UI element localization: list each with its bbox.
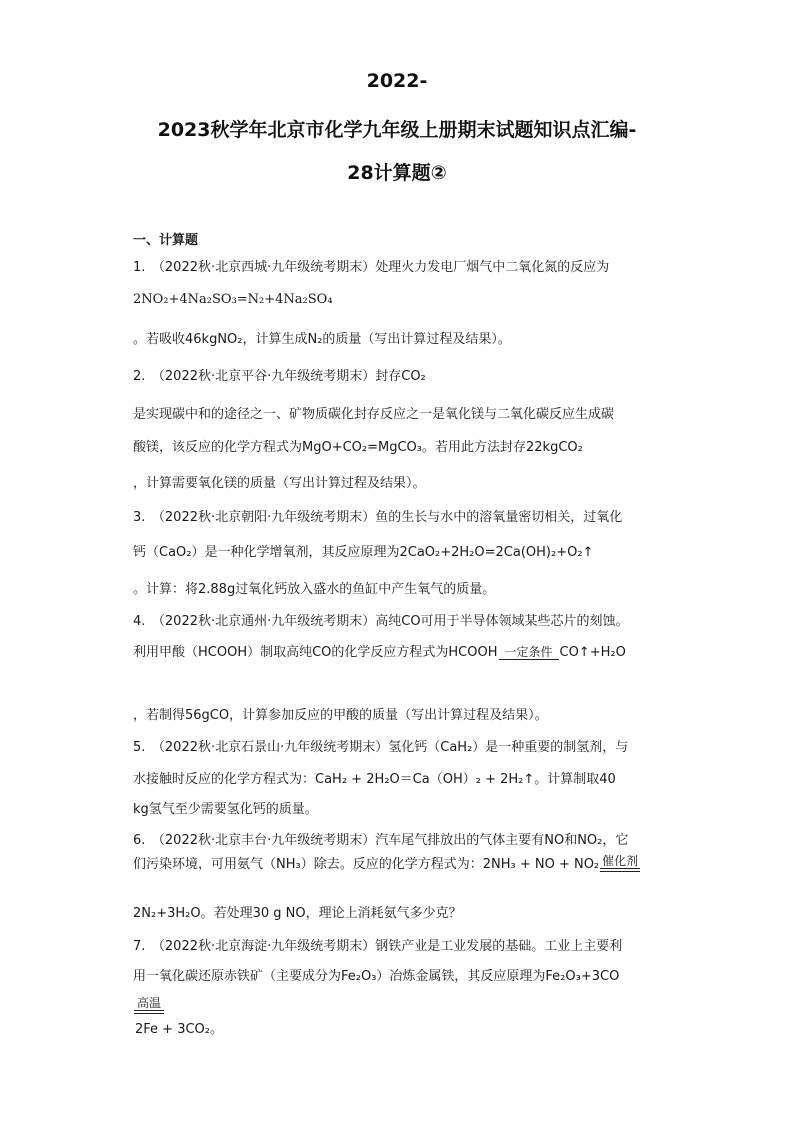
q2-head: 2. （2022秋·北京平谷·九年级统考期末）封存CO₂ [133,369,426,384]
q2-tail: ，计算需要氧化镁的质量（写出计算过程及结果）。 [133,476,426,491]
q4-body-pre: 利用甲酸（HCOOH）制取高纯CO的化学反应方程式为HCOOH [133,645,498,660]
q1-equation: 2NO₂+4Na₂SO₃=N₂+4Na₂SO₄ [133,292,333,307]
q2-body-2: 酸镁，该反应的化学方程式为MgO+CO₂=MgCO₃。若用此方法封存22kgCO₂ [133,440,583,455]
q5-tail: kg氢气至少需要氢化钙的质量。 [133,802,318,817]
q5-head: 5. （2022秋·北京石景山·九年级统考期末）氢化钙（CaH₂）是一种重要的制氢剂，与 [133,740,629,755]
q4-reaction-condition: 一定条件 [499,645,559,660]
q3-head: 3. （2022秋·北京朝阳·九年级统考期末）鱼的生长与水中的溶氧量密切相关，过氧化 [133,510,623,525]
doc-title-line-3: 28计算题② [347,162,447,184]
section-heading: 一、计算题 [133,233,199,248]
q5-body: 水接触时反应的化学方程式为：CaH₂ + 2H₂O＝Ca（OH）₂ + 2H₂↑。计算制取40 [133,772,616,787]
q4-tail: ，若制得56gCO，计算参加反应的甲酸的质量（写出计算过程及结果）。 [133,708,548,723]
q6-reaction-condition: 催化剂 [600,854,640,872]
q6-tail: 2N₂+3H₂O。若处理30 g NO，理论上消耗氨气多少克？ [133,906,462,921]
q3-body: 钙（CaO₂）是一种化学增氧剂，其反应原理为2CaO₂+2H₂O=2Ca(OH)₂+O₂↑ [133,545,594,560]
q6-body [133,853,641,872]
q7-body: 用一氧化碳还原赤铁矿（主要成分为Fe₂O₃）冶炼金属铁，其反应原理为Fe₂O₃+3CO [133,969,620,984]
q2-body-1: 是实现碳中和的途径之一、矿物质碳化封存反应之一是氧化镁与二氧化碳反应生成碳 [133,407,615,422]
q1-tail: 。若吸收46kgNO₂，计算生成N₂的质量（写出计算过程及结果）。 [133,332,511,347]
q7-condition-line [133,996,165,1014]
doc-title-line-2: 2023秋学年北京市化学九年级上册期末试题知识点汇编- [157,119,637,141]
doc-title-line-1: 2022- [366,70,428,92]
q1-head: 1. （2022秋·北京西城·九年级统考期末）处理火力发电厂烟气中二氧化氮的反应为 [133,260,610,275]
q6-body-pre: 们污染环境，可用氨气（NH₃）除去。反应的化学方程式为：2NH₃ + NO + NO₂ [133,857,600,872]
q6-head: 6. （2022秋·北京丰台·九年级统考期末）汽车尾气排放出的气体主要有NO和NO₂，它 [133,833,629,848]
q7-head: 7. （2022秋·北京海淀·九年级统考期末）钢铁产业是工业发展的基础。工业上主要利 [133,939,623,954]
q4-head: 4. （2022秋·北京通州·九年级统考期末）高纯CO可用于半导体领域某些芯片的刻蚀。 [133,614,629,629]
q4-body [133,641,626,660]
q3-tail: 。计算：将2.88g过氧化钙放入盛水的鱼缸中产生氧气的质量。 [133,582,496,597]
q7-reaction-condition: 高温 [134,996,164,1014]
q4-body-post: CO↑+H₂O [559,645,626,660]
q7-tail: 2Fe + 3CO₂。 [135,1022,223,1037]
